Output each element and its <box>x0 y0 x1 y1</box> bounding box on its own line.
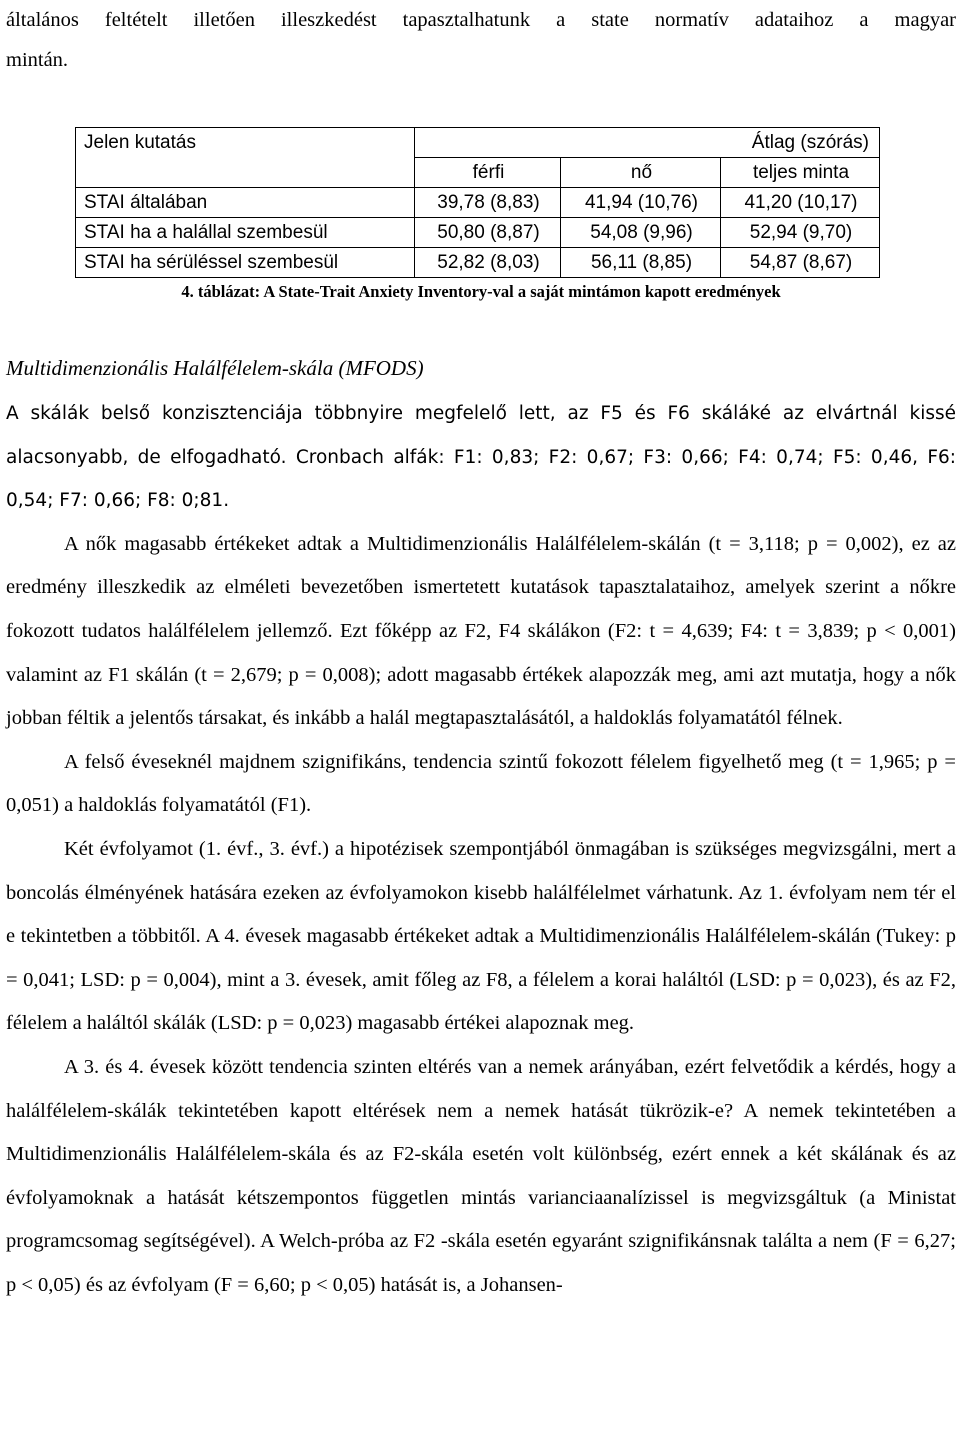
column-header-teljes: teljes minta <box>721 158 880 188</box>
intro-line-2: mintán. <box>6 49 69 71</box>
section-heading: Multidimenzionális Halálfélelem-skála (MFODS) <box>6 356 424 380</box>
table-caption: 4. táblázat: A State-Trait Anxiety Inventory-val a saját mintámon kapott eredmények <box>181 282 781 301</box>
cell-teljes: 54,87 (8,67) <box>721 248 880 278</box>
cell-no: 56,11 (8,85) <box>561 248 721 278</box>
row-label: STAI ha a halállal szembesül <box>76 218 415 248</box>
stai-results-table <box>75 127 880 278</box>
table-title-left: Jelen kutatás <box>76 128 415 158</box>
paragraph-upper-years: A felső éveseknél majdnem szignifikáns, tendencia szintű fokozott félelem figyelhető meg (t = 1,965; p = 0,051) a haldoklás folyamatától (F1). <box>6 750 956 817</box>
table-header-empty <box>76 158 415 188</box>
paragraph-consistency: A skálák belső konzisztenciája többnyire megfelelő lett, az F5 és F6 skáláké az elvártnál kissé alacsonyabb, de elfogadható. Cronbach alfák: F1: 0,83; F2: 0,67; F3: 0,66; F4: 0,74; F5: 0,46, F6: 0,54; F7: 0,66; F8: 0;81. <box>6 403 956 512</box>
table-row <box>76 248 880 278</box>
cell-ferfi: 50,80 (8,87) <box>415 218 561 248</box>
row-label: STAI ha sérüléssel szembesül <box>76 248 415 278</box>
row-label: STAI általában <box>76 188 415 218</box>
cell-teljes: 41,20 (10,17) <box>721 188 880 218</box>
paragraph-gender-difference: A nők magasabb értékeket adtak a Multidimenzionális Halálfélelem-skálán (t = 3,118; p = 0,002), ez az eredmény illeszkedik az elméleti bevezetőben ismertetett kutatások tapasztalataihoz, amelyek szerint a nőkre fokozott tudatos halálfélelem jellemző. Ezt főképp az F2, F4 skálákon (F2: t = 4,639; F4: t = 3,839; p < 0,001) valamint az F1 skálán (t = 2,679; p = 0,008); adott magasabb értékek alapozzák meg, ami azt mutatja, hogy a nők jobban féltik a jelentős társakat, és inkább a halál megtapasztalásától, a haldoklás folyamatától félnek. <box>6 532 956 730</box>
cell-ferfi: 39,78 (8,83) <box>415 188 561 218</box>
column-header-no: nő <box>561 158 721 188</box>
intro-text <box>6 0 956 80</box>
cell-no: 54,08 (9,96) <box>561 218 721 248</box>
cell-no: 41,94 (10,76) <box>561 188 721 218</box>
paragraph-two-years: Két évfolyamot (1. évf., 3. évf.) a hipotézisek szempontjából önmagában is szükséges megvizsgálni, mert a boncolás élményének hatására ezeken az évfolyamokon kisebb halálfélelmet várhatunk. Az 1. évfolyam nem tér el e tekintetben a többitől. A 4. évesek magasabb értékeket adtak a Multidimenzionális Halálfélelem-skálán (Tukey: p = 0,041; LSD: p = 0,004), mint a 3. évesek, amit főleg az F8, a félelem a korai haláltól (LSD: p = 0,023), és az F2, félelem a haláltól skálák (LSD: p = 0,023) magasabb értékei alapoznak meg. <box>6 837 956 1035</box>
table-row <box>76 188 880 218</box>
table-title-right: Átlag (szórás) <box>415 128 880 158</box>
cell-teljes: 52,94 (9,70) <box>721 218 880 248</box>
section-body <box>6 392 956 1307</box>
table-row <box>76 218 880 248</box>
intro-line-1: általános feltételt illetően illeszkedést tapasztalhatunk a state normatív adataihoz a magyar <box>6 9 956 31</box>
document-page <box>6 0 956 1296</box>
column-header-ferfi: férfi <box>415 158 561 188</box>
table-header-row <box>76 158 880 188</box>
paragraph-gender-ratio: A 3. és 4. évesek között tendencia szinten eltérés van a nemek arányában, ezért felvetődik a kérdés, hogy a halálfélelem-skálák tekintetében kapott eltérések nem a nemek hatását tükrözik-e? A nemek tekintetében a Multidimenzionális Halálfélelem-skála és az F2-skála esetén volt különbség, ezért ennek a két skálának és az évfolyamoknak a hatását kétszempontos független mintás varianciaanalízissel is megvizsgáltuk (a Ministat programcsomag segítségével). A Welch-próba az F2 -skála esetén egyaránt szignifikánsnak találta a nem (F = 6,27; p < 0,05) és az évfolyam (F = 6,60; p < 0,05) hatását is, a Johansen- <box>6 1055 956 1296</box>
table-title-row <box>76 128 880 158</box>
cell-ferfi: 52,82 (8,03) <box>415 248 561 278</box>
